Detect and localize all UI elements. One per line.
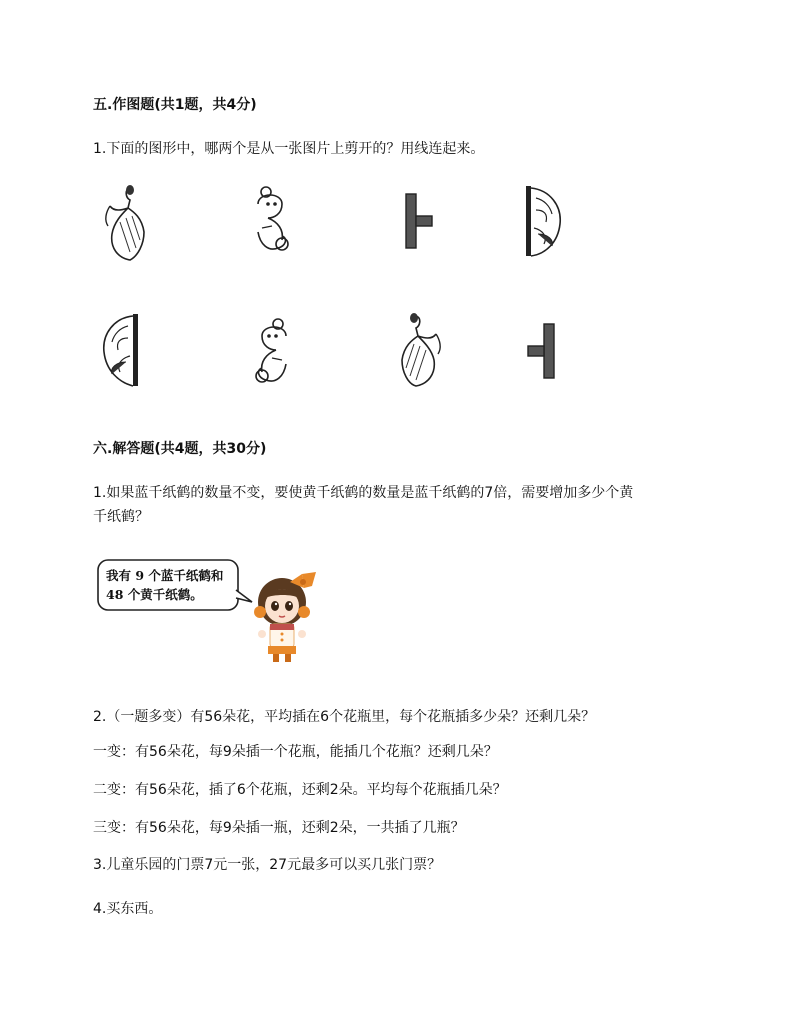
question-text: 4.买东西。 xyxy=(93,901,163,917)
question-text: 二变：有56朵花，插了6个花瓶，还剩2朵。平均每个花瓶插几朵？ xyxy=(93,782,507,798)
t-shape-left-half-icon xyxy=(404,192,434,250)
face-left-half-icon xyxy=(524,184,564,258)
section-heading-6: 六.解答题(共4题，共30分) xyxy=(93,441,267,457)
ribbon-left-half-icon xyxy=(398,310,446,388)
bubble-line-1: 我有 9 个蓝千纸鹤和 xyxy=(106,568,224,583)
bubble-text xyxy=(106,566,223,604)
question-text: 1.如果蓝千纸鹤的数量不变，要使黄千纸鹤的数量是蓝千纸鹤的7倍，需要增加多少个黄 xyxy=(93,485,634,501)
question-text: 1.下面的图形中，哪两个是从一张图片上剪开的？用线连起来。 xyxy=(93,141,485,157)
cartoon-girl-icon xyxy=(246,568,322,664)
section-heading-5: 五.作图题(共1题，共4分) xyxy=(93,97,257,113)
t-shape-right-half-icon xyxy=(526,322,556,380)
question-text: 一变：有56朵花，每9朵插一个花瓶，能插几个花瓶？还剩几朵？ xyxy=(93,744,498,760)
question-text: 千纸鹤？ xyxy=(93,509,149,525)
ribbon-right-half-icon xyxy=(100,182,148,262)
teddy-bear-right-half-icon xyxy=(248,182,294,256)
question-text: 2.（一题多变）有56朵花，平均插在6个花瓶里，每个花瓶插多少朵？还剩几朵？ xyxy=(93,709,596,725)
bubble-line-2: 48 个黄千纸鹤。 xyxy=(106,587,203,602)
face-right-half-icon xyxy=(100,312,140,388)
question-text: 3.儿童乐园的门票7元一张，27元最多可以买几张门票？ xyxy=(93,857,442,873)
question-text: 三变：有56朵花，每9朵插一瓶，还剩2朵，一共插了几瓶？ xyxy=(93,820,465,836)
teddy-bear-left-half-icon xyxy=(252,316,296,386)
